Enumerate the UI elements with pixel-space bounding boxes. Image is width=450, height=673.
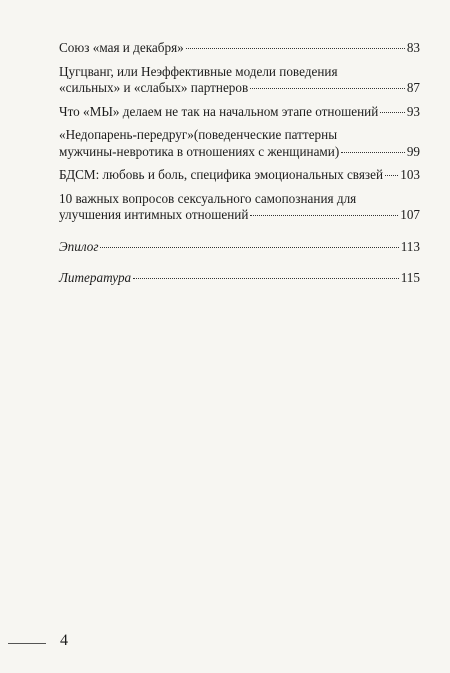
toc-entry-title-line: Цугцванг, или Неэффективные модели поведения — [59, 63, 338, 79]
toc-entry-title: Эпилог — [59, 238, 99, 254]
page-number: 4 — [60, 632, 68, 649]
toc-entry-title: улучшения интимных отношений — [59, 207, 249, 222]
toc-entry[interactable] — [59, 167, 420, 184]
toc-page-number: 113 — [400, 238, 420, 254]
toc-entry-title-line: «Недопарень-передруг»(поведенческие паттерны — [59, 127, 338, 142]
dot-leader — [186, 48, 405, 49]
toc-page-number: 87 — [406, 80, 420, 95]
toc-page-number: 115 — [400, 270, 420, 285]
dot-leader — [250, 215, 398, 216]
dot-leader — [341, 152, 405, 153]
toc-entry-title: мужчины-невротика в отношениях с женщинами) — [59, 143, 340, 159]
toc-entry[interactable] — [59, 64, 420, 97]
dot-leader — [100, 247, 398, 248]
toc-entry[interactable] — [59, 104, 420, 121]
toc-page-number: 93 — [406, 103, 420, 119]
dot-leader — [133, 278, 399, 279]
toc-entry-title: Литература — [59, 270, 132, 285]
dot-leader — [380, 112, 405, 113]
toc-entry[interactable] — [59, 127, 420, 160]
toc-entry-title: «сильных» и «слабых» партнеров — [59, 80, 249, 95]
toc-page-number: 99 — [406, 143, 420, 159]
toc-entry-title-line: 10 важных вопросов сексуального самопознания для — [59, 190, 357, 206]
toc-entry-title: Что «МЫ» делаем не так на начальном этапе отношений — [59, 103, 379, 119]
toc-page-number: 107 — [400, 207, 420, 222]
toc-entry[interactable] — [59, 40, 420, 57]
dot-leader — [250, 88, 405, 89]
footer-rule — [8, 643, 46, 644]
toc-page-number: 83 — [406, 40, 420, 55]
toc-entry-literature[interactable] — [59, 270, 420, 287]
toc-entry-title: БДСМ: любовь и боль, специфика эмоциональных связей — [59, 167, 384, 182]
toc-entry-epilogue[interactable] — [59, 239, 420, 256]
dot-leader — [385, 175, 398, 176]
toc-entry[interactable] — [59, 191, 420, 224]
toc-entry-title: Союз «мая и декабря» — [59, 40, 184, 55]
toc-page-number: 103 — [400, 167, 420, 182]
table-of-contents — [59, 40, 420, 294]
